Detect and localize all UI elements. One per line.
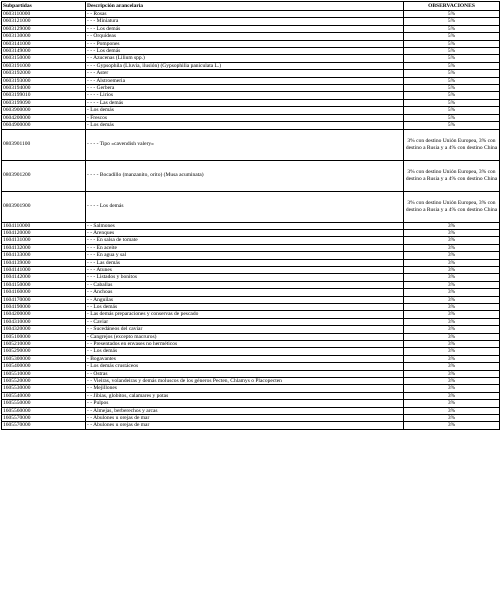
table-row [2,18,500,25]
subpartida-cell: 0603150000 [2,55,86,62]
subpartida-cell: 1604141000 [2,266,86,273]
subpartida-cell: 1604142000 [2,274,86,281]
table-row [2,259,500,266]
subpartida-cell: 1605510000 [2,370,86,377]
description-cell: - Las demás preparaciones y conservas de pescado [86,311,404,318]
observation-cell: 3% [404,222,500,229]
observation-cell: 5% [404,11,500,18]
subpartida-cell: 1605300000 [2,355,86,362]
table-row [2,400,500,407]
observation-cell: 3% [404,237,500,244]
subpartida-cell: 1604132000 [2,244,86,251]
table-row [2,341,500,348]
observation-cell: 3% [404,281,500,288]
table-row [2,99,500,106]
subpartida-cell: 1604150000 [2,281,86,288]
observation-cell: 3% con destino Unión Europea, 3% con destino a Rusia y a 4% con destino China [404,129,500,160]
subpartida-cell: 1605530000 [2,385,86,392]
table-row [2,378,500,385]
observation-cell: 5% [404,77,500,84]
table-row [2,25,500,32]
table-row [2,107,500,114]
table-row [2,355,500,362]
table-row [2,415,500,422]
description-cell: - Los demás [86,107,404,114]
subpartida-cell: 0603193000 [2,77,86,84]
table-row [2,311,500,318]
table-row [2,296,500,303]
description-cell: - - Pulpos [86,400,404,407]
description-cell: - - - - Las demás [86,99,404,106]
subpartida-cell: 1605570000 [2,422,86,429]
table-row [2,122,500,129]
subpartida-cell: 0603129000 [2,25,86,32]
table-row [2,55,500,62]
observation-cell: 3% [404,252,500,259]
table-row [2,33,500,40]
observation-cell: 5% [404,33,500,40]
subpartida-cell: 1604320000 [2,326,86,333]
subpartida-cell: 1605210000 [2,341,86,348]
observation-cell: 3% [404,348,500,355]
table-row [2,370,500,377]
description-cell: - Cangrejos (excepto macruros) [86,333,404,340]
table-row [2,129,500,160]
table-row [2,244,500,251]
table-row [2,385,500,392]
subpartida-cell: 1605100000 [2,333,86,340]
table-row [2,422,500,429]
subpartida-cell: 0803901900 [2,191,86,222]
description-cell: - - - En salsa de tomate [86,237,404,244]
description-cell: - Frescos [86,114,404,121]
description-cell: - - Abulones u orejas de mar [86,415,404,422]
subpartida-cell: 0604900000 [2,122,86,129]
description-cell: - - Caballas [86,281,404,288]
observation-cell: 3% [404,326,500,333]
description-cell: - - Rosas [86,11,404,18]
header-description: Descripción arancelaria [86,2,404,11]
table-row [2,85,500,92]
table-row [2,70,500,77]
description-cell: - - Orquídeas [86,33,404,40]
observation-cell: 3% [404,341,500,348]
observation-cell: 5% [404,25,500,32]
subpartida-cell: 0803901100 [2,129,86,160]
subpartida-cell: 0603130000 [2,33,86,40]
description-cell: - - - - Lirios [86,92,404,99]
description-cell: - - - En aceite [86,244,404,251]
subpartida-cell: 0603191000 [2,62,86,69]
table-row [2,326,500,333]
description-cell: - - Salmones [86,222,404,229]
observation-cell: 3% [404,289,500,296]
description-cell: - - Ostras [86,370,404,377]
observation-cell: 5% [404,99,500,106]
table-row [2,114,500,121]
description-cell: - - Mejillones [86,385,404,392]
table-row [2,77,500,84]
description-cell: - - Azucenas (Lilium spp.) [86,55,404,62]
observation-cell: 3% [404,244,500,251]
description-cell: - - - Los demás [86,25,404,32]
table-row [2,11,500,18]
subpartida-cell: 0603199090 [2,99,86,106]
observation-cell: 3% [404,370,500,377]
description-cell: - - Los demás [86,303,404,310]
table-row [2,274,500,281]
description-cell: - - Vieiras, volandeiras y demás moluscos de los géneros Pecten, Chlamys o Placopecten [86,378,404,385]
subpartida-cell: 1604160000 [2,289,86,296]
subpartida-cell: 0603141000 [2,40,86,47]
subpartida-cell: 1604120000 [2,229,86,236]
description-cell: - Bogavantes [86,355,404,362]
table-row [2,281,500,288]
subpartida-cell: 0603194000 [2,85,86,92]
table-row [2,48,500,55]
observation-cell: 3% [404,296,500,303]
subpartida-cell: 0604200000 [2,114,86,121]
description-cell: - - Anguilas [86,296,404,303]
description-cell: - - Abulones u orejas de mar [86,422,404,429]
observation-cell: 5% [404,70,500,77]
subpartida-cell: 1604131000 [2,237,86,244]
table-row [2,348,500,355]
observation-cell: 3% [404,259,500,266]
observation-cell: 3% [404,274,500,281]
subpartida-cell: 0603121000 [2,18,86,25]
subpartida-cell: 1604170000 [2,296,86,303]
observation-cell: 3% [404,385,500,392]
subpartida-cell: 1605540000 [2,392,86,399]
observation-cell: 3% [404,303,500,310]
subpartida-cell: 0603110000 [2,11,86,18]
table-row [2,92,500,99]
table-row [2,392,500,399]
observation-cell: 3% [404,333,500,340]
description-cell: - - - Alstroemeria [86,77,404,84]
table-row [2,318,500,325]
observation-cell: 5% [404,85,500,92]
table-row [2,160,500,191]
observation-cell: 3% con destino Unión Europea, 3% con destino a Rusia y a 4% con destino China [404,191,500,222]
description-cell: - - Almejas, berberechos y arcas [86,407,404,414]
subpartida-cell: 1605560000 [2,407,86,414]
table-row [2,252,500,259]
observation-cell: 5% [404,62,500,69]
observation-cell: 5% [404,18,500,25]
subpartida-cell: 1604190000 [2,303,86,310]
description-cell: - - Jibias, globitos, calamares y potas [86,392,404,399]
description-cell: - - - Los demás [86,48,404,55]
table-row [2,229,500,236]
header-code: Subpartidas [2,2,86,11]
description-cell: - - - Aster [86,70,404,77]
subpartida-cell: 1604200000 [2,311,86,318]
description-cell: - - - - Bocadillo (manzanito, orito) (Musa acuminata) [86,160,404,191]
table-row [2,62,500,69]
table-row [2,237,500,244]
subpartida-cell: 0603199010 [2,92,86,99]
description-cell: - - - - Tipo «cavendish valery» [86,129,404,160]
description-cell: - Los demás crustáceos [86,363,404,370]
description-cell: - - - Atunes [86,266,404,273]
observation-cell: 5% [404,114,500,121]
observation-cell: 3% [404,378,500,385]
tariff-table [1,1,500,430]
description-cell: - - Arenques [86,229,404,236]
observation-cell: 3% [404,363,500,370]
observation-cell: 5% [404,40,500,47]
description-cell: - - - Listados y bonitos [86,274,404,281]
observation-cell: 3% [404,318,500,325]
table-row [2,333,500,340]
description-cell: - - - Pompones [86,40,404,47]
observation-cell: 3% [404,407,500,414]
observation-cell: 5% [404,122,500,129]
header-observations: OBSERVACIONES [404,2,500,11]
subpartida-cell: 0603149000 [2,48,86,55]
observation-cell: 3% [404,355,500,362]
subpartida-cell: 1605570000 [2,415,86,422]
table-row [2,40,500,47]
table-row [2,363,500,370]
subpartida-cell: 1605400000 [2,363,86,370]
subpartida-cell: 1604110000 [2,222,86,229]
table-row [2,303,500,310]
observation-cell: 3% [404,400,500,407]
observation-cell: 5% [404,55,500,62]
description-cell: - - - En agua y sal [86,252,404,259]
description-cell: - - - Gypsophila (Lluvia, ilusión) (Gypsophilia paniculata L.) [86,62,404,69]
table-row [2,289,500,296]
description-cell: - - - Miniatura [86,18,404,25]
subpartida-cell: 1605290000 [2,348,86,355]
observation-cell: 5% [404,48,500,55]
observation-cell: 5% [404,107,500,114]
description-cell: - - - Gerbera [86,85,404,92]
observation-cell: 3% [404,392,500,399]
observation-cell: 3% [404,422,500,429]
subpartida-cell: 1605520000 [2,378,86,385]
subpartida-cell: 1604133000 [2,252,86,259]
table-body [2,11,500,430]
table-row [2,191,500,222]
table-row [2,222,500,229]
description-cell: - - - - Los demás [86,191,404,222]
table-row [2,407,500,414]
subpartida-cell: 0603900000 [2,107,86,114]
description-cell: - - Sucedáneos del caviar [86,326,404,333]
description-cell: - Los demás [86,122,404,129]
subpartida-cell: 1604310000 [2,318,86,325]
observation-cell: 3% [404,415,500,422]
description-cell: - - Presentados en envases no herméticos [86,341,404,348]
observation-cell: 3% con destino Unión Europea, 3% con destino a Rusia y a 4% con destino China [404,160,500,191]
observation-cell: 3% [404,229,500,236]
subpartida-cell: 1605550000 [2,400,86,407]
description-cell: - - - Las demás [86,259,404,266]
description-cell: - - Los demás [86,348,404,355]
subpartida-cell: 0603192000 [2,70,86,77]
description-cell: - - Caviar [86,318,404,325]
description-cell: - - Anchoas [86,289,404,296]
header-row [2,2,500,11]
subpartida-cell: 0803901200 [2,160,86,191]
observation-cell: 3% [404,266,500,273]
observation-cell: 5% [404,92,500,99]
subpartida-cell: 1604139000 [2,259,86,266]
observation-cell: 3% [404,311,500,318]
table-row [2,266,500,273]
